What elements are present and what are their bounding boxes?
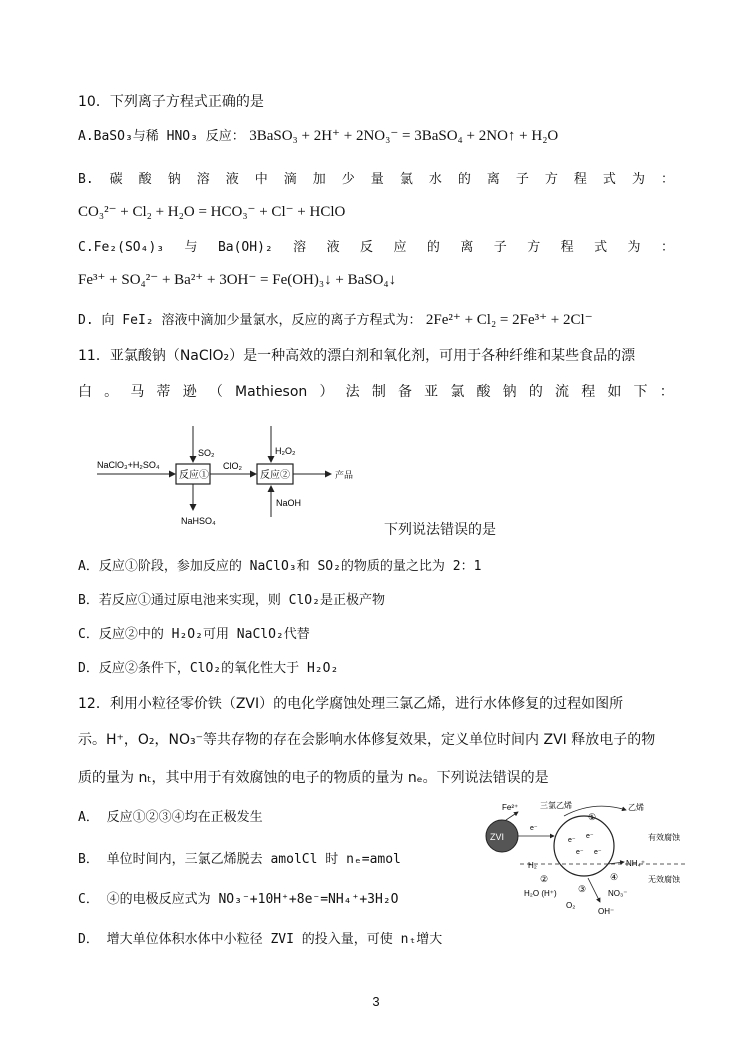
electron-1: e⁻ <box>568 837 576 844</box>
q10-option-a-equation: 3BaSO₃ + 2H⁺ + 2NO₃⁻ = 3BaSO₄ + 2NO↑ + H₂O <box>249 128 559 144</box>
word: 滴 <box>283 172 297 187</box>
word: 方 <box>527 240 541 255</box>
word: 逊 <box>182 384 197 400</box>
q11-option-a: A．反应①阶段，参加反应的 NaClO₃和 SO₂的物质的量之比为 2：1 <box>78 559 482 574</box>
q12-option-a: A． 反应①②③④均在正极发生 <box>78 810 263 825</box>
h2-label: H₂ <box>528 861 537 870</box>
flow-nahso4-label: NaHSO₄ <box>181 516 216 526</box>
reaction4-number: ④ <box>610 872 619 882</box>
word: 氯 <box>399 172 413 187</box>
word: B. <box>78 172 94 187</box>
reaction-sphere <box>554 816 614 876</box>
word: 程 <box>581 384 596 400</box>
word: 与 <box>184 240 198 255</box>
word: 少 <box>341 172 355 187</box>
flow-clo2-label: ClO₂ <box>223 461 242 471</box>
q11-option-c: C．反应②中的 H₂O₂可用 NaClO₂代替 <box>78 627 310 642</box>
word: ： <box>659 384 674 400</box>
word: 加 <box>312 172 326 187</box>
word: 水 <box>428 172 442 187</box>
word: 溶 <box>293 240 307 255</box>
process-flow-diagram <box>95 422 375 532</box>
word: 反 <box>360 240 374 255</box>
q12-stem-line2: 示。H⁺，O₂，NO₃⁻等共存物的存在会影响水体修复效果，定义单位时间内 ZVI 释放电子的物 <box>78 732 656 748</box>
word: 中 <box>254 172 268 187</box>
word: 钠 <box>502 384 517 400</box>
q10-option-d <box>78 310 593 331</box>
q11-trailing-prompt: 下列说法错误的是 <box>384 522 496 538</box>
q10-option-a <box>78 126 558 147</box>
q10-option-a-label: A.BaSO₃与稀 HNO₃ 反应： <box>78 129 245 144</box>
word: 制 <box>371 384 386 400</box>
electron-label: e⁻ <box>530 825 538 832</box>
q10-stem: 10．下列离子方程式正确的是 <box>78 94 264 110</box>
word: 氯 <box>450 384 465 400</box>
q10-option-c-equation: Fe³⁺ + SO₄²⁻ + Ba²⁺ + 3OH⁻ = Fe(OH)₃↓ + BaSO₄↓ <box>78 272 397 288</box>
zvi-label: ZVI <box>490 832 505 842</box>
word: 为 <box>627 240 641 255</box>
word: 子 <box>493 240 507 255</box>
word: 下 <box>633 384 648 400</box>
h2o-label: H₂O (H⁺) <box>524 889 557 898</box>
word: Mathieson <box>235 384 308 400</box>
word: 方 <box>544 172 558 187</box>
word: Ba(OH)₂ <box>217 240 273 255</box>
word: 白 <box>78 384 92 400</box>
effective-corrosion-label: 有效腐蚀 <box>648 833 680 842</box>
word: C.Fe₂(SO₄)₃ <box>78 240 165 255</box>
word: 的 <box>528 384 543 400</box>
electron-3: e⁻ <box>576 849 584 856</box>
word: 酸 <box>138 172 152 187</box>
oh-arrow <box>588 878 600 902</box>
word: 程 <box>573 172 587 187</box>
q11-option-b: B．若反应①通过原电池来实现，则 ClO₂是正极产物 <box>78 593 385 608</box>
word: 法 <box>345 384 360 400</box>
flow-h2o2-label: H₂O₂ <box>275 446 296 456</box>
word: 应 <box>393 240 407 255</box>
word: 流 <box>555 384 570 400</box>
fe2-arrow <box>506 812 518 820</box>
q12-option-d: D． 增大单位体积水体中小粒径 ZVI 的投入量，可使 nₜ增大 <box>78 932 443 947</box>
page-number: 3 <box>372 994 380 1009</box>
word: 式 <box>594 240 608 255</box>
word: ： <box>660 172 674 187</box>
nh4-label: NH₄⁺ <box>626 859 646 868</box>
word: 离 <box>460 240 474 255</box>
word: 酸 <box>476 384 491 400</box>
q12-stem-line1: 12．利用小粒径零价铁（ZVI）的电化学腐蚀处理三氯乙烯，进行水体修复的过程如图所 <box>78 696 624 712</box>
word: 的 <box>457 172 471 187</box>
q10-option-c-line1 <box>78 238 674 258</box>
word: 子 <box>515 172 529 187</box>
flow-box-reaction1-label: 反应① <box>179 470 209 481</box>
word: 备 <box>397 384 412 400</box>
electron-2: e⁻ <box>586 833 594 840</box>
word: 程 <box>560 240 574 255</box>
q11-stem-line1: 11．亚氯酸钠（NaClO₂）是一种高效的漂白剂和氧化剂，可用于各种纤维和某些食品的漂 <box>78 348 636 364</box>
q10-option-b-equation: CO₃²⁻ + Cl₂ + H₂O = HCO₃⁻ + Cl⁻ + HClO <box>78 204 346 220</box>
word: 式 <box>602 172 616 187</box>
q10-option-d-equation: 2Fe²⁺ + Cl₂ = 2Fe³⁺ + 2Cl⁻ <box>425 312 593 328</box>
word: 钠 <box>167 172 181 187</box>
q11-stem-line2 <box>78 382 674 402</box>
word: 溶 <box>196 172 210 187</box>
flow-box-reaction2-label: 反应② <box>260 470 290 481</box>
reaction2-number: ② <box>540 874 549 884</box>
electron-4: e⁻ <box>594 849 602 856</box>
flow-naoh-label: NaOH <box>276 498 302 508</box>
flow-input-label: NaClO₃+H₂SO₄ <box>97 460 160 470</box>
o2-label: O₂ <box>566 901 576 910</box>
q10-option-b-line1 <box>78 170 674 190</box>
word: ： <box>660 240 674 255</box>
q12-option-b: B． 单位时间内，三氯乙烯脱去 amolCl 时 nₑ=amol <box>78 852 401 867</box>
flow-so2-label: SO₂ <box>198 448 215 458</box>
word: 液 <box>225 172 239 187</box>
word: ） <box>319 384 334 400</box>
oh-label: OH⁻ <box>598 907 615 916</box>
word: 亚 <box>424 384 439 400</box>
q12-option-c: C． ④的电极反应式为 NO₃⁻+10H⁺+8e⁻=NH₄⁺+3H₂O <box>78 892 399 907</box>
word: （ <box>208 384 223 400</box>
word: 为 <box>631 172 645 187</box>
zvi-corrosion-diagram <box>476 798 696 918</box>
flow-product-label: 产品 <box>335 470 354 480</box>
ethylene-label: 乙烯 <box>628 803 644 812</box>
reaction1-number: ① <box>588 812 597 822</box>
tce-label: 三氯乙烯 <box>540 801 572 810</box>
word: 。 <box>104 384 119 400</box>
q11-option-d: D．反应②条件下，ClO₂的氧化性大于 H₂O₂ <box>78 661 339 676</box>
word: 如 <box>607 384 622 400</box>
ineffective-corrosion-label: 无效腐蚀 <box>648 875 680 884</box>
q12-stem-line3: 质的量为 nₜ，其中用于有效腐蚀的电子的物质的量为 nₑ。下列说法错误的是 <box>78 770 549 786</box>
word: 蒂 <box>156 384 171 400</box>
word: 液 <box>326 240 340 255</box>
q10-option-d-label: D. 向 FeI₂ 溶液中滴加少量氯水，反应的离子方程式为： <box>78 313 422 328</box>
word: 碳 <box>109 172 123 187</box>
word: 的 <box>426 240 440 255</box>
reaction3-number: ③ <box>578 884 587 894</box>
no3-label: NO₃⁻ <box>608 889 628 898</box>
word: 离 <box>486 172 500 187</box>
fe2-label: Fe²⁺ <box>502 803 519 812</box>
word: 马 <box>130 384 145 400</box>
word: 量 <box>370 172 384 187</box>
